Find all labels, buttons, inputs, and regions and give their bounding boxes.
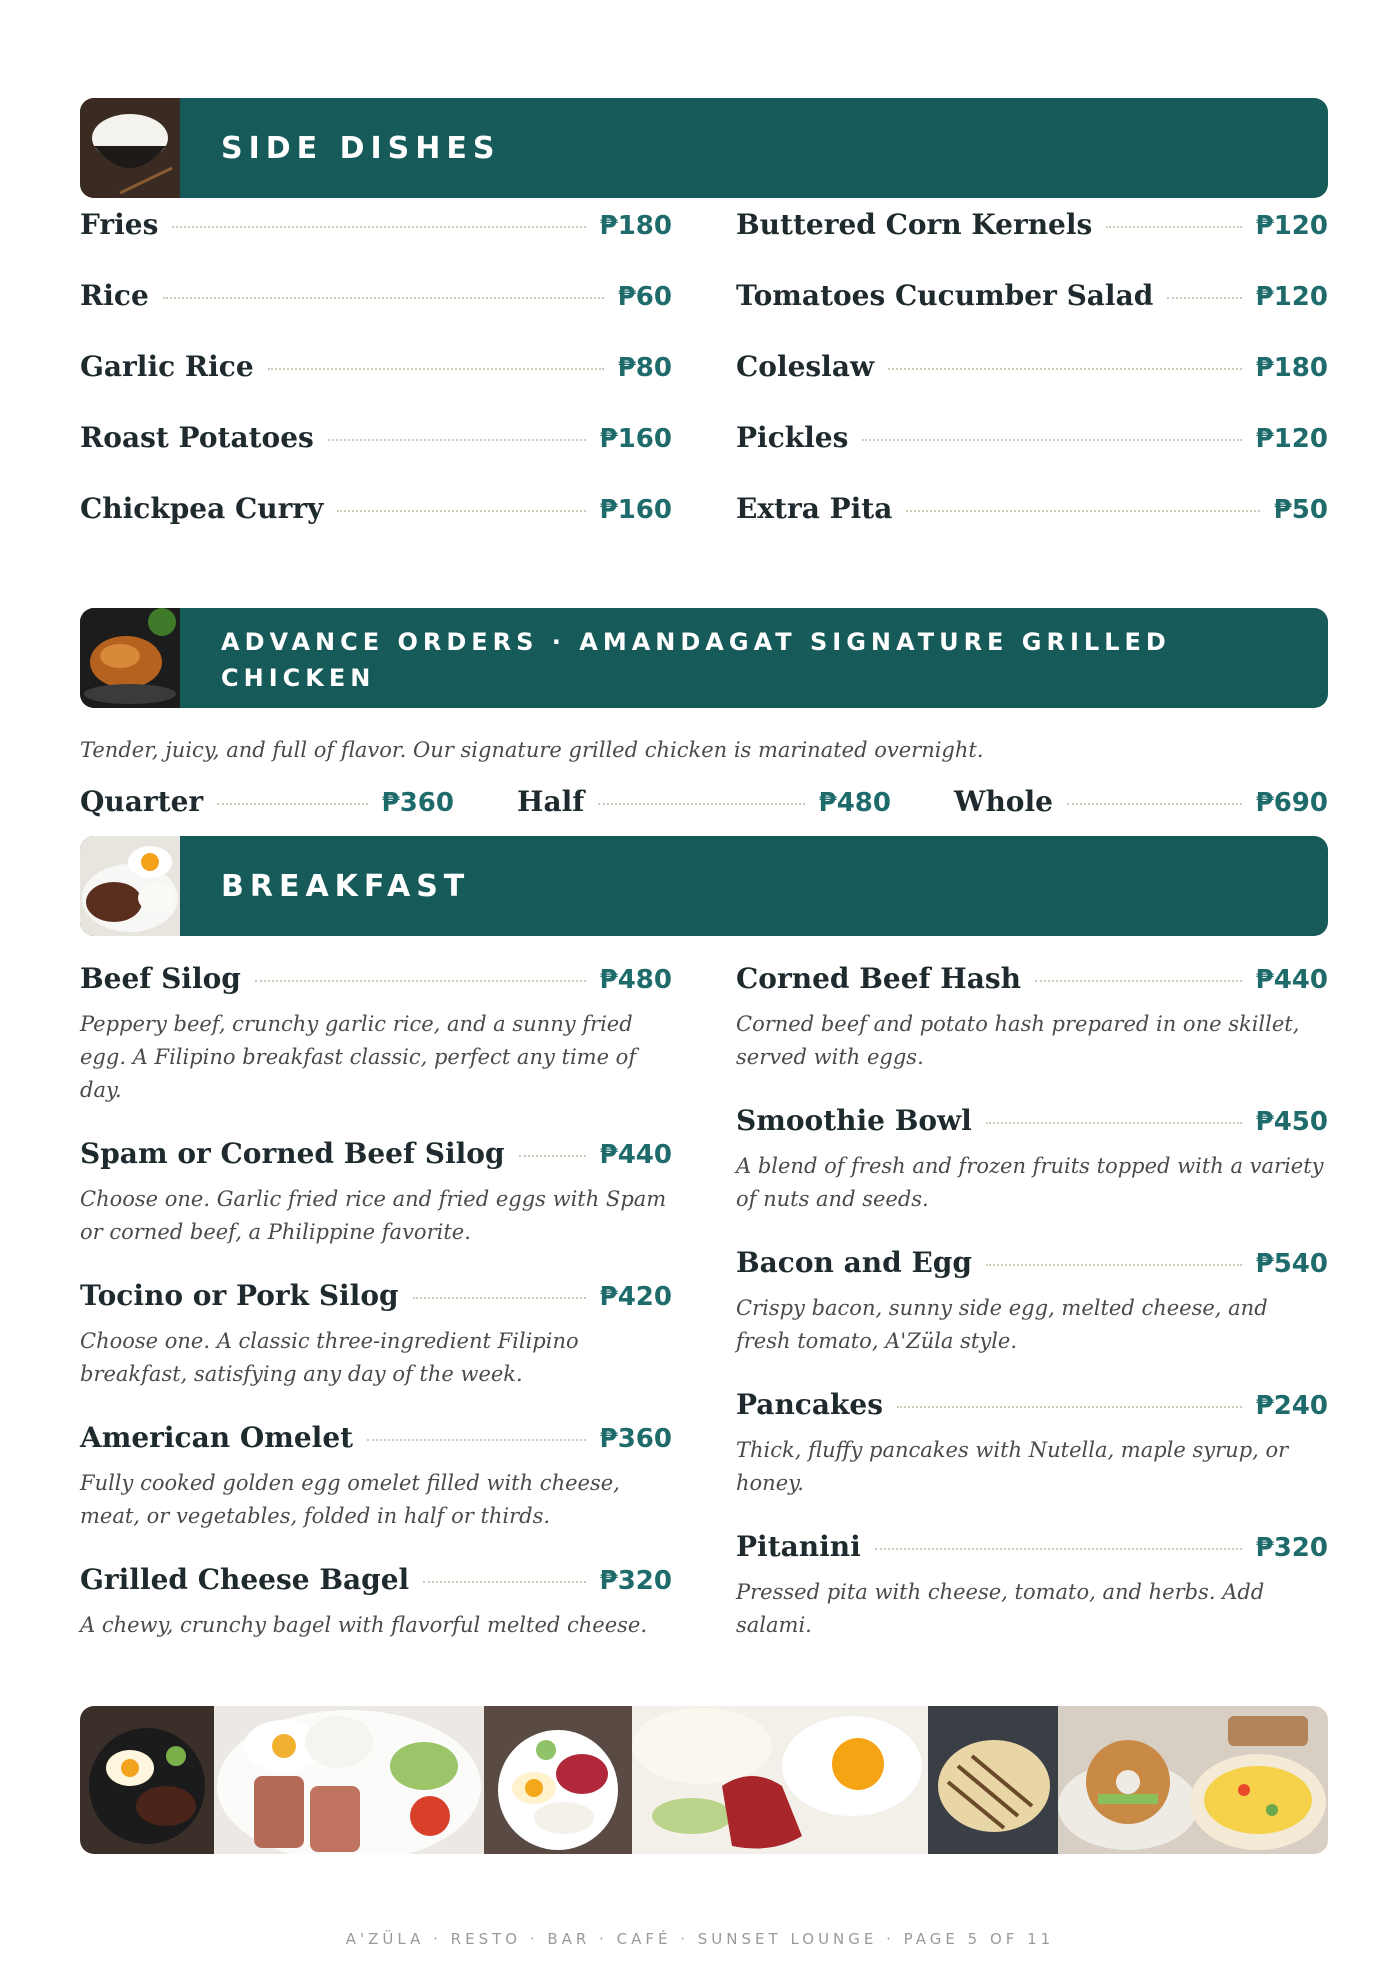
menu-item [736,492,1328,563]
page-footer: A'ZÜLA · RESTO · BAR · CAFÉ · SUNSET LOUNGE · PAGE 5 OF 11 [345,1930,1055,1948]
item-price: ₱160 [599,424,672,454]
tocino-egg-photo [632,1706,928,1854]
dot-leader [862,439,1241,441]
item-price: ₱80 [617,353,672,383]
item-price: ₱120 [1255,282,1328,312]
menu-item [80,1279,672,1391]
item-name: Whole [954,785,1053,818]
side-dishes-list [80,208,1328,563]
item-price: ₱120 [1255,211,1328,241]
dot-leader [888,368,1242,370]
dot-leader [1167,297,1241,299]
menu-item [80,350,672,421]
item-price: ₱480 [599,965,672,995]
menu-item [736,1530,1328,1642]
item-name: Buttered Corn Kernels [736,208,1093,241]
tocino-silog-photo [484,1706,632,1854]
item-description: Fully cooked golden egg omelet filled with cheese, meat, or vegetables, folded in half or thirds. [80,1471,620,1528]
item-name: Tocino or Pork Silog [80,1279,399,1312]
dot-leader [598,803,804,805]
item-description: Crispy bacon, sunny side egg, melted cheese, and fresh tomato, A'Züla style. [736,1296,1268,1353]
item-description: Choose one. Garlic fried rice and fried eggs with Spam or corned beef, a Philippine favorite. [80,1187,667,1244]
menu-item [80,1421,672,1533]
item-description: A chewy, crunchy bagel with flavorful melted cheese. [80,1613,648,1637]
dot-leader [897,1406,1242,1408]
menu-item [80,1563,672,1642]
pita-photo [928,1706,1058,1854]
item-description: Choose one. A classic three-ingredient Filipino breakfast, satisfying any day of the week. [80,1329,579,1386]
item-price: ₱440 [1255,965,1328,995]
item-price: ₱360 [381,788,454,818]
menu-item [736,350,1328,421]
dot-leader [172,226,585,228]
item-name: Extra Pita [736,492,893,525]
item-name: Spam or Corned Beef Silog [80,1137,505,1170]
menu-item [80,421,672,492]
item-price: ₱690 [1255,788,1328,818]
item-price: ₱320 [599,1566,672,1596]
food-photo-strip [80,1706,1328,1854]
item-name: Beef Silog [80,962,241,995]
item-price: ₱320 [1255,1533,1328,1563]
section-title-line-1: ADVANCE ORDERS · AMANDAGAT SIGNATURE GRILLED [221,628,1171,656]
dot-leader [367,1439,586,1441]
item-price: ₱420 [599,1282,672,1312]
item-price: ₱180 [1255,353,1328,383]
menu-item [80,962,672,1107]
item-price: ₱60 [617,282,672,312]
dot-leader [255,980,586,982]
item-name: Smoothie Bowl [736,1104,972,1137]
item-name: Garlic Rice [80,350,254,383]
item-name: Coleslaw [736,350,875,383]
menu-item [736,421,1328,492]
dot-leader [519,1155,586,1157]
item-description: Thick, fluffy pancakes with Nutella, maple syrup, or honey. [736,1438,1289,1495]
menu-item [80,785,454,818]
side-dishes-left-column [80,208,672,563]
item-description: Corned beef and potato hash prepared in one skillet, served with eggs. [736,1012,1300,1069]
menu-item [736,279,1328,350]
item-price: ₱360 [599,1424,672,1454]
menu-item [736,208,1328,279]
breakfast-list [80,962,1328,1672]
item-name: Chickpea Curry [80,492,324,525]
item-name: Quarter [80,785,204,818]
item-price: ₱440 [599,1140,672,1170]
dot-leader [423,1581,585,1583]
dot-leader [986,1264,1242,1266]
menu-item [517,785,891,818]
item-name: Bacon and Egg [736,1246,972,1279]
section-title-line-2: CHICKEN [221,664,376,692]
dot-leader [413,1297,586,1299]
dot-leader [906,510,1259,512]
dot-leader [1106,226,1241,228]
item-price: ₱240 [1255,1391,1328,1421]
item-price: ₱180 [599,211,672,241]
dot-leader [328,439,586,441]
dot-leader [986,1122,1242,1124]
menu-item [736,1246,1328,1358]
dot-leader [875,1548,1242,1550]
menu-page [80,98,1328,1672]
menu-item [80,1137,672,1249]
item-description: Pressed pita with cheese, tomato, and herbs. Add salami. [736,1580,1265,1637]
chicken-options [80,785,1328,818]
item-name: Fries [80,208,159,241]
dot-leader [337,510,585,512]
menu-item [736,962,1328,1074]
spam-silog-photo [214,1706,484,1854]
section-title [221,624,1171,696]
section-title: BREAKFAST [221,868,471,904]
item-price: ₱450 [1255,1107,1328,1137]
dot-leader [163,297,604,299]
item-name: Grilled Cheese Bagel [80,1563,410,1596]
item-name: Tomatoes Cucumber Salad [736,279,1154,312]
item-name: Rice [80,279,149,312]
breakfast-right-column [736,962,1328,1672]
breakfast-banner [80,836,1328,936]
beef-silog-image [80,836,180,936]
section-title: SIDE DISHES [221,130,501,166]
item-name: American Omelet [80,1421,354,1454]
menu-item [80,279,672,350]
menu-item [80,208,672,279]
dot-leader [1067,803,1242,805]
menu-item [954,785,1328,818]
item-price: ₱540 [1255,1249,1328,1279]
item-name: Pancakes [736,1388,883,1421]
item-price: ₱120 [1255,424,1328,454]
item-description: Peppery beef, crunchy garlic rice, and a sunny fried egg. A Filipino breakfast classic, perfect any time of day. [80,1012,637,1102]
item-name: Pickles [736,421,849,454]
grilled-chicken-image [80,608,180,708]
item-name: Half [517,785,585,818]
item-price: ₱50 [1273,495,1328,525]
side-dishes-banner [80,98,1328,198]
item-name: Corned Beef Hash [736,962,1022,995]
dot-leader [1035,980,1242,982]
dot-leader [217,803,367,805]
side-dishes-right-column [736,208,1328,563]
item-price: ₱160 [599,495,672,525]
item-name: Pitanini [736,1530,861,1563]
menu-item [736,1388,1328,1500]
bagel-omelet-photo [1058,1706,1328,1854]
chicken-description: Tender, juicy, and full of flavor. Our signature grilled chicken is marinated overnight. [80,738,984,762]
advance-orders-banner [80,608,1328,708]
menu-item [736,1104,1328,1216]
item-price: ₱480 [818,788,891,818]
rice-bowl-image [80,98,180,198]
breakfast-left-column [80,962,672,1672]
menu-item [80,492,672,563]
item-description: A blend of fresh and frozen fruits topped with a variety of nuts and seeds. [736,1154,1324,1211]
dot-leader [268,368,604,370]
silog-bowl-photo [80,1706,214,1854]
item-name: Roast Potatoes [80,421,314,454]
